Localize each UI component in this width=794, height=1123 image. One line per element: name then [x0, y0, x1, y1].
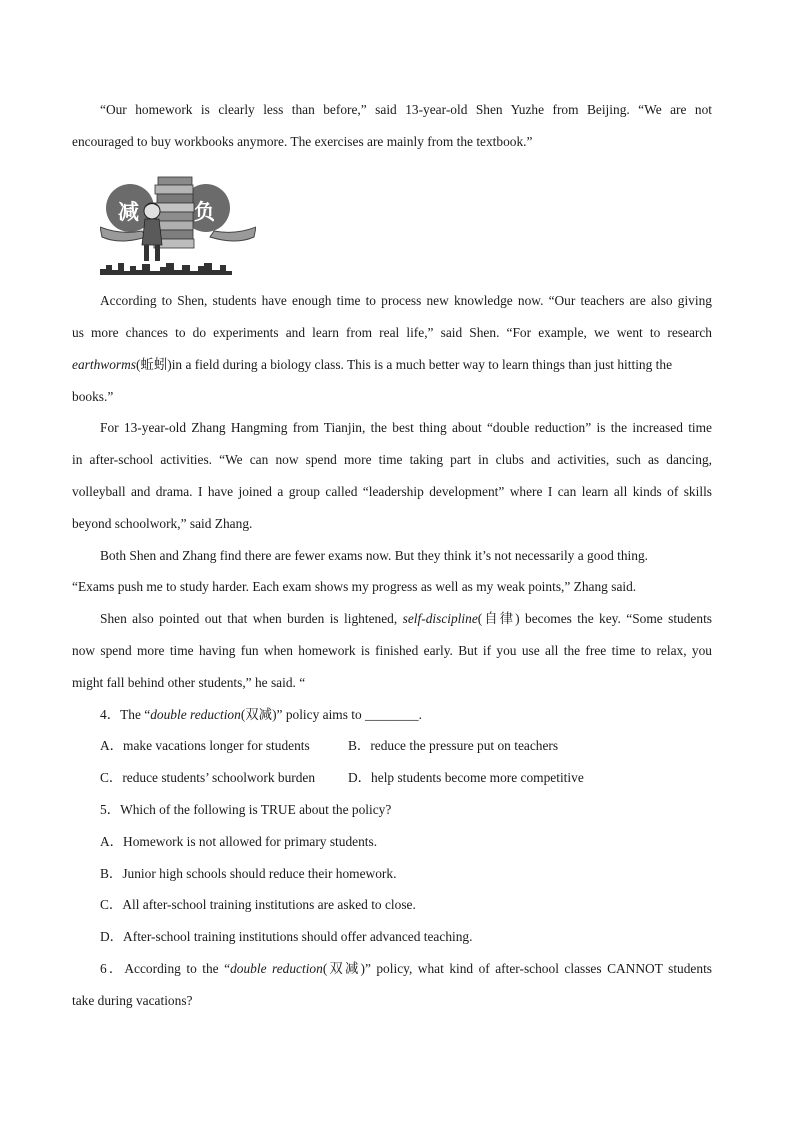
paragraph-line: now spend more time having fun when homework is finished early. But if you use all the free time to relax, you: [72, 643, 712, 658]
illustration-left-char: 减: [118, 200, 139, 224]
paragraph-line: According to Shen, students have enough time to process new knowledge now. “Our teachers are also giving: [100, 293, 712, 308]
question-6-stem-line2: take during vacations?: [72, 993, 193, 1008]
question-4-option-d: D．help students become more competitive: [348, 770, 584, 785]
question-5-option-c: C．All after-school training institutions are asked to close.: [100, 897, 416, 912]
paragraph-line: Both Shen and Zhang find there are fewer exams now. But they think it’s not necessarily a good thing.: [100, 548, 649, 563]
italic-term: earthworms: [72, 357, 136, 372]
paragraph-line: books.”: [72, 389, 114, 404]
question-4-option-c: C．reduce students’ schoolwork burden: [100, 770, 316, 785]
illustration-right-char: 负: [194, 200, 215, 224]
paragraph-line: “Exams push me to study harder. Each exam shows my progress as well as my weak points,” Zhang said.: [72, 579, 637, 594]
paragraph-line: For 13-year-old Zhang Hangming from Tianjin, the best thing about “double reduction” is the increased time: [100, 420, 712, 435]
question-5-option-a: A．Homework is not allowed for primary students.: [100, 834, 378, 849]
question-4-option-b: B．reduce the pressure put on teachers: [348, 738, 559, 753]
question-5-stem: 5．Which of the following is TRUE about the policy?: [100, 802, 392, 817]
paragraph-line: earthworms(蚯蚓)in a field during a biology class. This is a much better way to learn things than just hitting the: [72, 357, 673, 372]
italic-term: self-discipline: [402, 611, 478, 626]
paragraph-line: volleyball and drama. I have joined a group called “leadership development” where I can learn all kinds of skills: [72, 484, 712, 499]
paragraph-line: “Our homework is clearly less than before,” said 13-year-old Shen Yuzhe from Beijing. “We are not: [100, 102, 712, 117]
question-4-option-a: A．make vacations longer for students: [100, 738, 310, 753]
paragraph-line: beyond schoolwork,” said Zhang.: [72, 516, 253, 531]
paragraph-line: in after-school activities. “We can now spend more time taking part in clubs and activities, such as dancing,: [72, 452, 712, 467]
question-4-stem: 4．The “double reduction(双减)” policy aims to ________.: [100, 707, 422, 722]
paragraph-line: Shen also pointed out that when burden is lightened, self-discipline(自律) becomes the key. “Some students: [100, 611, 712, 626]
paragraph-line: encouraged to buy workbooks anymore. The exercises are mainly from the textbook.”: [72, 134, 533, 149]
paragraph-line: might fall behind other students,” he said. “: [72, 675, 306, 690]
paragraph-line: us more chances to do experiments and learn from real life,” said Shen. “For example, we went to research: [72, 325, 712, 340]
question-6-stem: 6．According to the “double reduction(双减)” policy, what kind of after-school classes CANNOT students: [100, 961, 712, 976]
double-reduction-illustration: [100, 175, 256, 275]
question-5-option-d: D．After-school training institutions should offer advanced teaching.: [100, 929, 473, 944]
question-5-option-b: B．Junior high schools should reduce their homework.: [100, 866, 397, 881]
